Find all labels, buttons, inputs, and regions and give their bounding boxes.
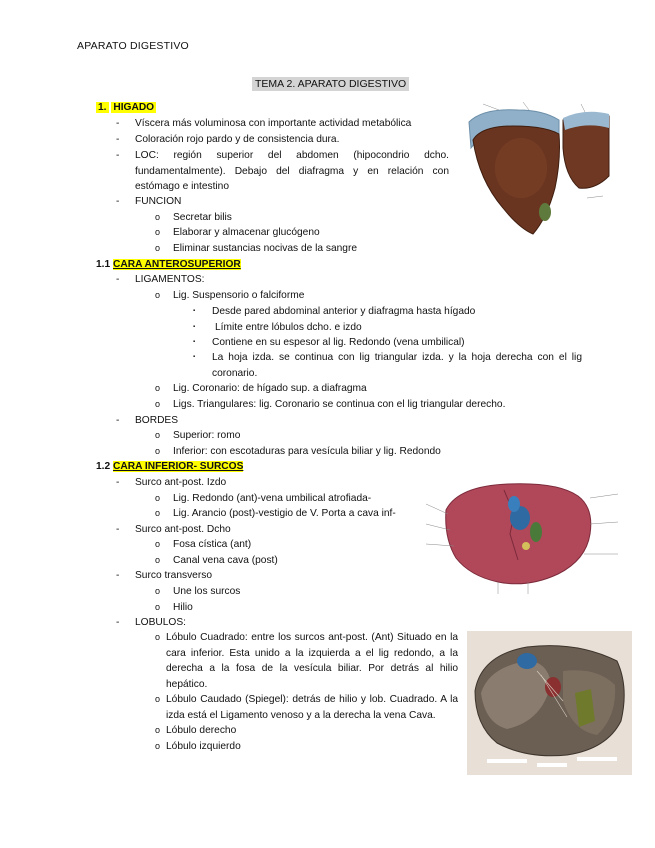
list-item: LIGAMENTOS:: [135, 274, 205, 285]
section-1-2-title: CARA INFERIOR- SURCOS: [113, 461, 244, 472]
circle-bullet: o: [155, 508, 161, 518]
list-item: Desde pared abdominal anterior y diafragma hasta hígado: [212, 306, 476, 317]
circle-bullet: o: [155, 586, 161, 596]
square-bullet: ▪: [193, 308, 196, 314]
list-item: Lig. Coronario: de hígado sup. a diafragma: [173, 383, 367, 394]
square-bullet: ▪: [193, 354, 196, 360]
list-item: Víscera más voluminosa con importante actividad metabólica: [135, 118, 412, 129]
section-1-title: HIGADO: [113, 102, 155, 113]
list-item: Surco transverso: [135, 570, 213, 581]
list-item: Ligs. Triangulares: lig. Coronario se continua con el lig triangular derecho.: [173, 399, 506, 410]
circle-bullet: o: [155, 725, 161, 735]
section-1-1-title: CARA ANTEROSUPERIOR: [113, 259, 241, 270]
list-item: La hoja izda. se continua con lig triangular izda. y la hoja derecha con el lig coronario.: [212, 352, 582, 379]
circle-bullet: o: [155, 383, 161, 393]
liver-inferior-icon: [418, 474, 630, 602]
list-item: Secretar bilis: [173, 212, 232, 223]
list-item: Canal vena cava (post): [173, 555, 278, 566]
circle-bullet: o: [155, 243, 161, 253]
page-title: TEMA 2. APARATO DIGESTIVO: [252, 77, 409, 91]
list-item: FUNCION: [135, 196, 182, 207]
dash-bullet: -: [116, 118, 120, 129]
lobulo-cuadrado-text: Lóbulo Cuadrado: entre los surcos ant-post. (Ant) Situado en la cara inferior. Esta unido a la izquierda a el lig redondo, a la derecha a la fosa de la vesícula biliar. Por detrás al hilio hepático.: [166, 632, 458, 690]
list-item: [166, 692, 458, 723]
square-bullet: ▪: [193, 339, 196, 345]
list-item: [166, 630, 458, 692]
circle-bullet: o: [155, 602, 161, 612]
liver-inferior-illustration: [418, 474, 630, 602]
list-item: Coloración rojo pardo y de consistencia dura.: [135, 134, 340, 145]
section-1-number: 1.: [98, 102, 107, 113]
list-item: Lóbulo izquierdo: [166, 741, 241, 752]
dash-bullet: -: [116, 415, 120, 426]
circle-bullet: o: [155, 227, 161, 237]
section-1-heading: [96, 100, 156, 116]
circle-bullet: o: [155, 399, 161, 409]
circle-bullet: o: [155, 493, 161, 503]
list-item: Elaborar y almacenar glucógeno: [173, 227, 320, 238]
liver-posterior-photo: [467, 631, 632, 775]
circle-bullet: o: [155, 430, 161, 440]
dash-bullet: -: [116, 196, 120, 207]
dash-bullet: -: [116, 617, 120, 628]
list-item: Contiene en su espesor al lig. Redondo (vena umbilical): [212, 337, 465, 348]
liver-posterior-icon: [467, 631, 632, 775]
section-1-2-number: 1.2: [96, 461, 111, 472]
list-item: Surco ant-post. Dcho: [135, 524, 231, 535]
square-bullet: ▪: [193, 324, 196, 330]
liver-anterior-illustration: [463, 100, 613, 242]
list-item: Une los surcos: [173, 586, 241, 597]
dash-bullet: -: [116, 134, 120, 145]
list-item: Inferior: con escotaduras para vesícula biliar y lig. Redondo: [173, 446, 441, 457]
circle-bullet: o: [155, 212, 161, 222]
circle-bullet: o: [155, 539, 161, 549]
list-item: Surco ant-post. Izdo: [135, 477, 227, 488]
circle-bullet: o: [155, 741, 161, 751]
list-item: Eliminar sustancias nocivas de la sangre: [173, 243, 358, 254]
list-item: LOC: región superior del abdomen (hipocondrio dcho. fundamentalmente). Debajo del diafragma y en relación con estómago e intestino: [135, 150, 449, 192]
dash-bullet: -: [116, 570, 120, 581]
dash-bullet: -: [116, 274, 120, 285]
list-item: Superior: romo: [173, 430, 241, 441]
list-item: Lig. Suspensorio o falciforme: [173, 290, 305, 301]
liver-anterior-icon: [463, 100, 613, 242]
circle-bullet: o: [155, 694, 161, 704]
dash-bullet: -: [116, 477, 120, 488]
list-item: Fosa cística (ant): [173, 539, 252, 550]
list-item: LOBULOS:: [135, 617, 186, 628]
circle-bullet: o: [155, 555, 161, 565]
circle-bullet: o: [155, 290, 161, 300]
dash-bullet: -: [116, 150, 120, 161]
list-item: Límite entre lóbulos dcho. e izdo: [215, 322, 362, 333]
document-header: APARATO DIGESTIVO: [77, 40, 189, 52]
circle-bullet: o: [155, 632, 161, 642]
circle-bullet: o: [155, 446, 161, 456]
section-1-2-heading: [96, 459, 243, 475]
lobulo-caudado-text: Lóbulo Caudado (Spiegel): detrás de hilio y lob. Cuadrado. A la izda está el Ligamento venoso y a la derecha la vena Cava.: [166, 694, 458, 721]
list-item: Lóbulo derecho: [166, 725, 237, 736]
section-1-1-heading: [96, 257, 241, 273]
list-item: BORDES: [135, 415, 179, 426]
section-1-1-number: 1.1: [96, 259, 111, 270]
list-item: Hilio: [173, 602, 193, 613]
list-item: Lig. Arancio (post)-vestigio de V. Porta a cava inf-: [173, 508, 396, 519]
dash-bullet: -: [116, 524, 120, 535]
list-item: Lig. Redondo (ant)-vena umbilical atrofiada-: [173, 493, 372, 504]
